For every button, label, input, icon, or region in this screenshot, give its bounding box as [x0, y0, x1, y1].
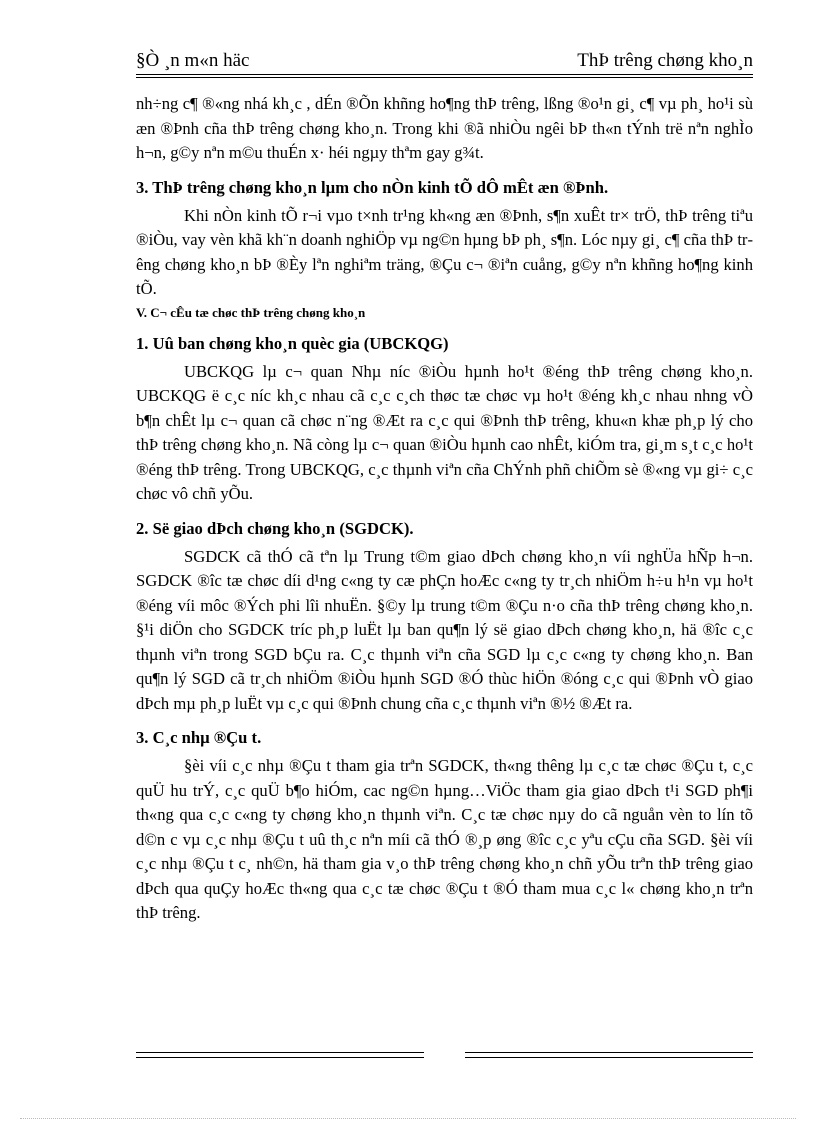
paragraph-instability: Khi nÒn kinh tÕ r¬i vµo t×nh tr¹ng kh«ng æn ®Þnh, s¶n xuÊt tr× trÖ, thÞ trêng tiªu ®iÒu, vay vèn khã kh¨n doanh nghiÖp vµ ng©n hµng bÞ ph¸ s¶n. Lóc nµy gi¸ c¶ cña thÞ trêng chøng kho¸n bÞ ®Èy lªn nghiªm träng, ®Çu c¬ ®iªn cuång, g©y nªn khñng ho¶ng kinh tÕ. — [136, 205, 753, 298]
heading-chapter-v: V. C¬ cÊu tæ chøc thÞ trêng chøng kho¸n — [136, 304, 366, 320]
paragraph-investors: §èi víi c¸c nhµ ®Çu t tham gia trªn SGDCK, th«ng thêng lµ c¸c tæ chøc ®Çu t, c¸c quÜ hu trÝ, c¸c quÜ b¶o hiÓm, cac ng©n hµng…ViÖc tham gia giao dÞch t¹i SGD ph¶i th«ng qua c¸c c«ng ty chøng kho¸n thµnh viªn. C¸c tæ chøc nµy do cã nguån vèn to lín tõ d©n c vµ c¸c nhµ ®Çu t uû th¸c nªn míi cã thÓ ®¸p øng ®îc c¸c yªu cÇu cña SGD. §èi víi c¸c nhµ ®Çu t c¸ nh©n, hä tham gia v¸o thÞ trêng chøng kho¸n chñ yÕu trªn thÞ trêng giao dÞch qua quÇy hoÆc th«ng qua c¸c tæ chøc ®Çu t ®Ó tham mua c¸c l« chøng kho¸n trªn thÞ trêng. — [136, 756, 753, 922]
heading-section-3-instability: 3. ThÞ trêng chøng kho¸n lµm cho nÒn kinh tÕ dÔ mÊt æn ®Þnh. — [136, 177, 609, 197]
document-body — [136, 92, 753, 926]
header-rule-top — [136, 74, 753, 75]
header-rule-bottom — [136, 77, 753, 78]
heading-investors: 3. C¸c nhµ ®Çu t. — [136, 728, 262, 747]
heading-ubckqg: 1. Uû ban chøng kho¸n quèc gia (UBCKQG) — [136, 333, 449, 353]
header-right-title: ThÞ trêng chøng kho¸n — [577, 50, 753, 71]
footer-rule-left — [136, 1052, 424, 1058]
page-bottom-edge — [20, 1118, 796, 1119]
heading-sgdck: 2. Së giao dÞch chøng kho¸n (SGDCK). — [136, 518, 414, 538]
page-header — [136, 46, 753, 76]
paragraph-ubckqg: UBCKQG lµ c¬ quan Nhµ níc ®iÒu hµnh ho¹t ®éng thÞ trêng chøng kho¸n. UBCKQG ë c¸c níc kh¸c nhau cã c¸c c¸ch thøc tæ chøc vµ ho¹t ®éng kh¸c nhau nhng vÒ b¶n chÊt lµ c¬ quan cã chøc n¨ng ®Æt ra c¸c qui ®Þnh thÞ trêng, khu«n khæ ph¸p lý cho thÞ trêng chøng kho¸n. Nã còng lµ c¬ quan ®iÒu hµnh cao nhÊt, kiÓm tra, gi¸m s¸t c¸c ho¹t ®éng thÞ trêng. Trong UBCKQG, c¸c thµnh viªn cña ChÝnh phñ chiÕm sè ®«ng vµ gi÷ c¸c chøc vô chñ yÕu. — [136, 361, 753, 503]
footer-rule-right — [465, 1052, 753, 1058]
header-left-title: §Ò ¸n m«n häc — [136, 50, 250, 71]
paragraph-sgdck: SGDCK cã thÓ cã tªn lµ Trung t©m giao dÞch chøng kho¸n víi nghÜa hÑp h¬n. SGDCK ®îc tæ chøc díi d¹ng c«ng ty cæ phÇn hoÆc c«ng ty tr¸ch nhiÖm h÷u h¹n vµ ho¹t ®éng víi môc ®Ých phi lîi nhuËn. §©y lµ trung t©m ®Çu n·o cña thÞ trêng chøng kho¸n. §¹i diÖn cho SGDCK tríc ph¸p luËt lµ ban qu¶n lý së giao dÞch chøng kho¸n, hä ®îc c¸c thµnh viªn trong SGD bÇu ra. C¸c thµnh viªn cña SGD lµ c¸c c«ng ty chøng kho¸n. Ban qu¶n lý SGD cã tr¸ch nhiÖm ®iÒu hµnh SGD ®Ó thùc hiÖn ®óng c¸c qui ®Þnh vÒ giao dÞch mµ ph¸p luËt vµ c¸c qui ®Þnh chung cña c¸c thµnh viªn ®½ ®Æt ra. — [136, 546, 753, 713]
page-footer — [136, 1052, 753, 1062]
paragraph-continued: nh÷ng c¶ ®«ng nhá kh¸c , dÉn ®Õn khñng ho¶ng thÞ trêng, lßng ®o¹n gi¸ c¶ vµ ph¸ ho¹i sù æn ®Þnh cña thÞ trêng chøng kho¸n. Trong khi ®ã nhiÒu ngêi bÞ th«n tÝnh trë nªn nghÌo h¬n, g©y nªn m©u thuÉn x· héi ngµy thªm gay g¾t. — [136, 94, 753, 162]
